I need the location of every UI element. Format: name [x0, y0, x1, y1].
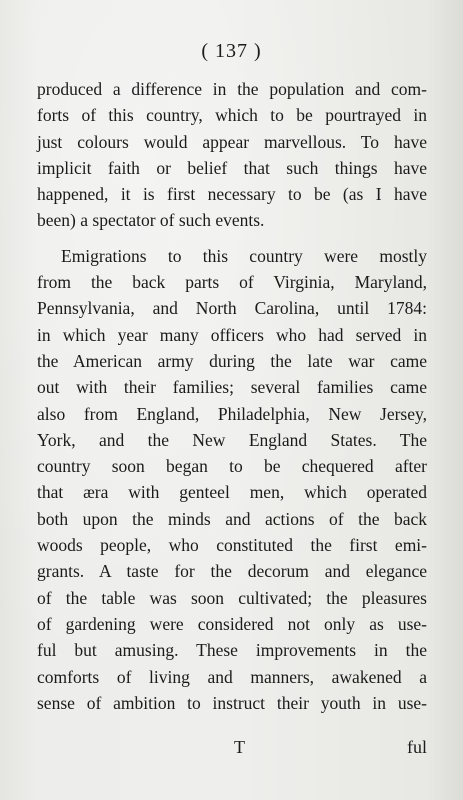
text-line: of gardening were considered not only as use-: [37, 613, 427, 634]
catchword: ful: [407, 737, 427, 757]
text-line: from the back parts of Virginia, Maryland,: [37, 272, 427, 293]
text-line: Pennsylvania, and North Carolina, until 1784:: [37, 298, 427, 319]
text-line: just colours would appear marvellous. To have: [37, 131, 427, 152]
paragraph-1: [37, 76, 427, 234]
text-line: in which year many officers who had served in: [37, 324, 427, 345]
text-line: grants. A taste for the decorum and elegance: [37, 561, 427, 582]
text-line: also from England, Philadelphia, New Jersey,: [37, 403, 427, 424]
body-text: [37, 76, 427, 716]
text-line: happened, it is first necessary to be (as I have: [37, 184, 427, 205]
text-line: of the table was soon cultivated; the pleasures: [37, 587, 427, 608]
paragraph-2: [37, 243, 427, 716]
text-line: comforts of living and manners, awakened a: [37, 666, 427, 687]
text-line: ful but amusing. These improvements in the: [37, 640, 427, 661]
page-number: ( 137 ): [201, 40, 262, 62]
text-line: produced a difference in the population and com-: [37, 79, 427, 99]
text-line: out with their families; several families came: [37, 377, 427, 398]
text-line: Emigrations to this country were mostly: [61, 245, 427, 266]
text-line: country soon began to be chequered after: [37, 456, 427, 477]
text-line: been) a spectator of such events.: [37, 210, 265, 231]
text-line: that æra with genteel men, which operated: [37, 482, 427, 503]
text-line: sense of ambition to instruct their youth in use-: [37, 692, 427, 713]
page-footer: [0, 737, 463, 763]
text-line: York, and the New England States. The: [37, 429, 427, 450]
text-line: implicit faith or belief that such things have: [37, 157, 427, 178]
text-line: the American army during the late war came: [37, 350, 427, 371]
signature-mark: T: [234, 737, 245, 757]
text-line: woods people, who constituted the first emi-: [37, 535, 427, 556]
text-line: both upon the minds and actions of the back: [37, 508, 427, 529]
text-line: forts of this country, which to be pourtrayed in: [37, 105, 427, 126]
